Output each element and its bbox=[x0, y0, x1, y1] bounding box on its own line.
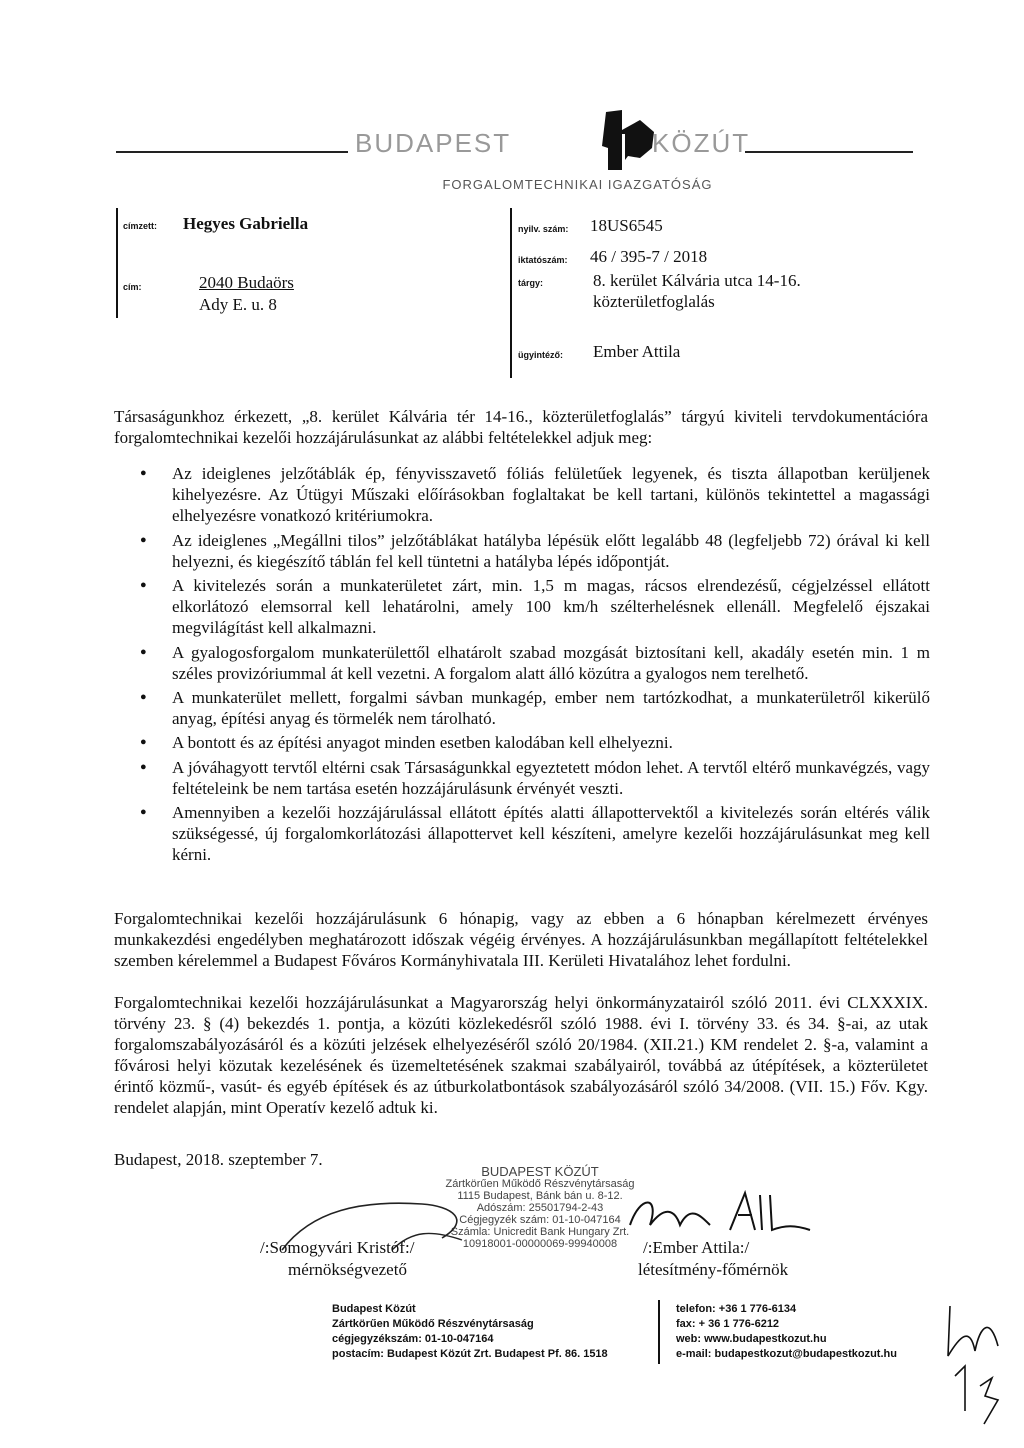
footer-email: e-mail: budapestkozut@budapestkozut.hu bbox=[676, 1348, 897, 1360]
registry-number: 18US6545 bbox=[590, 216, 663, 235]
case-officer: Ember Attila bbox=[593, 342, 681, 361]
budapest-kozut-logo-icon bbox=[600, 108, 658, 172]
stamp-line: Számla: Unicredit Bank Hungary Zrt. bbox=[450, 1226, 630, 1238]
footer-registration: cégjegyzékszám: 01-10-047164 bbox=[332, 1333, 494, 1345]
subject-label: tárgy: bbox=[518, 278, 544, 288]
stamp-line: Zártkörűen Működő Részvénytársaság bbox=[445, 1178, 635, 1190]
condition-item: ● A bontott és az építési anyagot minden esetben kalodában kell elhelyezni. bbox=[140, 732, 930, 753]
file-number-label: iktatószám: bbox=[518, 255, 568, 265]
address-line-1: 2040 Budaörs bbox=[199, 273, 294, 292]
condition-item: ● A jóváhagyott tervtől eltérni csak Társaságunkkal egyeztetett módon lehet. A tervtől eltérő munkavégzés, vagy feltételeink be nem tartása esetén hozzájárulásunk érvényét veszti. bbox=[140, 757, 930, 799]
stamp-line: 1115 Budapest, Bánk bán u. 8-12. bbox=[457, 1190, 623, 1202]
footer-fax: fax: + 36 1 776-6212 bbox=[676, 1318, 780, 1330]
conditions-list bbox=[140, 463, 930, 869]
address-line-2: Ady E. u. 8 bbox=[199, 295, 277, 314]
right-signatory-title: létesítmény-főmérnök bbox=[638, 1260, 789, 1279]
stamp-line: BUDAPEST KÖZÚT bbox=[481, 1164, 599, 1179]
address-label: cím: bbox=[123, 282, 142, 292]
left-signatory-title: mérnökségvezető bbox=[288, 1260, 407, 1279]
reference-bar bbox=[510, 208, 512, 378]
condition-item: ● A munkaterület mellett, forgalmi sávban munkagép, ember nem tartózkodhat, a munkaterületről kikerülő anyag, építési anyag és törmelék nem tárolható. bbox=[140, 687, 930, 729]
footer-divider bbox=[658, 1300, 660, 1364]
letterhead-rule-left bbox=[116, 151, 348, 153]
right-signature-scribble bbox=[620, 1185, 820, 1245]
footer-contact-block bbox=[676, 1302, 897, 1362]
footer-phone: telefon: +36 1 776-6134 bbox=[676, 1303, 797, 1315]
validity-paragraph: Forgalomtechnikai kezelői hozzájárulásunk 6 hónapig, vagy az ebben a 6 hónapban kérelmezett érvényes munkakezdési engedélyben meghatározott időszak végéig érvényes. A hozzájárulásunkban megállapított feltételekkel szemben kérelemmel a Budapest Főváros Kormányhivatala III. Kerületi Hivatalához lehet fordulni. bbox=[114, 909, 928, 970]
footer-company-block bbox=[332, 1302, 608, 1362]
footer-postal-address: postacím: Budapest Közút Zrt. Budapest Pf. 86. 1518 bbox=[332, 1348, 608, 1360]
recipient-label: címzett: bbox=[123, 221, 158, 231]
letterhead-rule-right bbox=[745, 151, 913, 153]
recipient-name: Hegyes Gabriella bbox=[183, 214, 309, 233]
case-officer-label: ügyintéző: bbox=[518, 350, 563, 360]
stamp-line: Cégjegyzék szám: 01-10-047164 bbox=[459, 1214, 621, 1226]
footer-company-type: Zártkörűen Működő Részvénytársaság bbox=[332, 1318, 534, 1330]
registry-number-label: nyilv. szám: bbox=[518, 224, 569, 234]
footer-web: web: www.budapestkozut.hu bbox=[676, 1333, 827, 1345]
right-signatory-name: /:Ember Attila:/ bbox=[643, 1238, 750, 1257]
legal-basis-paragraph: Forgalomtechnikai kezelői hozzájárulásunkat a Magyarország helyi önkormányzatairól szóló 2011. évi CLXXXIX. törvény 23. § (4) bekezdés 1. pontja, a közúti közlekedésről szóló 1988. évi I. törvény 33. és 34. §-ai, az utak forgalomszabályozásáról és a közúti jelzések elhelyezéséről szóló 20/1984. (XII.21.) KM rendelet 2. §-a, valamint a fővárosi helyi közutak kezelésének és üzemeltetésének szakmai szabályairól, továbbá az útépítések, a közterületet érintő közmű-, vasút- és egyéb építések és az útburkolatbontások szabályozásáról szóló 34/2008. (VII. 15.) Főv. Kgy. rendelet alapján, mint Operatív kezelő adtuk ki. bbox=[114, 993, 928, 1117]
condition-item: ● Az ideiglenes „Megállni tilos” jelzőtáblákat hatályba lépésük előtt legalább 48 (legfeljebb 72) órával ki kell helyezni, és kiegészítő táblán fel kell tüntetni a hatályba lépés időpontját. bbox=[140, 530, 930, 572]
condition-item: ● A kivitelezés során a munkaterületet zárt, min. 1,5 m magas, rácsos elrendezésű, cégjelzéssel ellátott elkorlátozó elemsorral kell lehatárolni, amely 100 km/h szélterhelésnek ellenáll. Megfelelő éjszakai megvilágítást kell alkalmazni. bbox=[140, 575, 930, 639]
condition-item: ● Amennyiben a kezelői hozzájárulással ellátott építés alatti állapottervektől a kivitelezés során eltérés válik szükségessé, új forgalomkorlátozási állapottervet kell készíteni, amelyre kezelői hozzájárulásunkat meg kell kérni. bbox=[140, 802, 930, 866]
letterhead-name-left: BUDAPEST bbox=[355, 128, 512, 158]
letterhead-name-right: KÖZÚT bbox=[652, 128, 751, 158]
file-number: 46 / 395-7 / 2018 bbox=[590, 247, 708, 266]
letterhead-subtitle: FORGALOMTECHNIKAI IGAZGATÓSÁG bbox=[442, 177, 713, 192]
condition-item: ● Az ideiglenes jelzőtáblák ép, fényvisszavető fóliás felületűek legyenek, és tiszta állapotban kerüljenek kihelyezésre. Az Útügyi Műszaki előírásokban foglaltakat be kell tartani, különös tekintettel a magassági elhelyezésre vonatkozó kritériumokra. bbox=[140, 463, 930, 527]
subject-line-2: közterületfoglalás bbox=[593, 292, 715, 311]
recipient-bar bbox=[116, 208, 118, 318]
left-signatory-name: /:Somogyvári Kristóf:/ bbox=[260, 1238, 415, 1257]
handwritten-initials bbox=[940, 1296, 1010, 1436]
footer-company-name: Budapest Közút bbox=[332, 1303, 416, 1315]
subject-line-1: 8. kerület Kálvária utca 14-16. bbox=[593, 271, 801, 290]
place-date: Budapest, 2018. szeptember 7. bbox=[114, 1150, 323, 1169]
condition-item: ● A gyalogosforgalom munkaterülettől elhatárolt szabad mozgását biztosítani kell, akadály esetén min. 1 m széles provizóriummal át kell vezetni. A forgalom alatt álló közútra a gyalogos nem terelhető. bbox=[140, 642, 930, 684]
stamp-line: 10918001-00000069-99940008 bbox=[462, 1238, 618, 1250]
stamp-line: Adószám: 25501794-2-43 bbox=[476, 1202, 604, 1214]
intro-paragraph: Társaságunkhoz érkezett, „8. kerület Kálvária tér 14-16., közterületfoglalás” tárgyú kiviteli tervdokumentációra forgalomtechnikai kezelői hozzájárulásunkat az alábbi feltételekkel adjuk meg: bbox=[114, 407, 928, 447]
